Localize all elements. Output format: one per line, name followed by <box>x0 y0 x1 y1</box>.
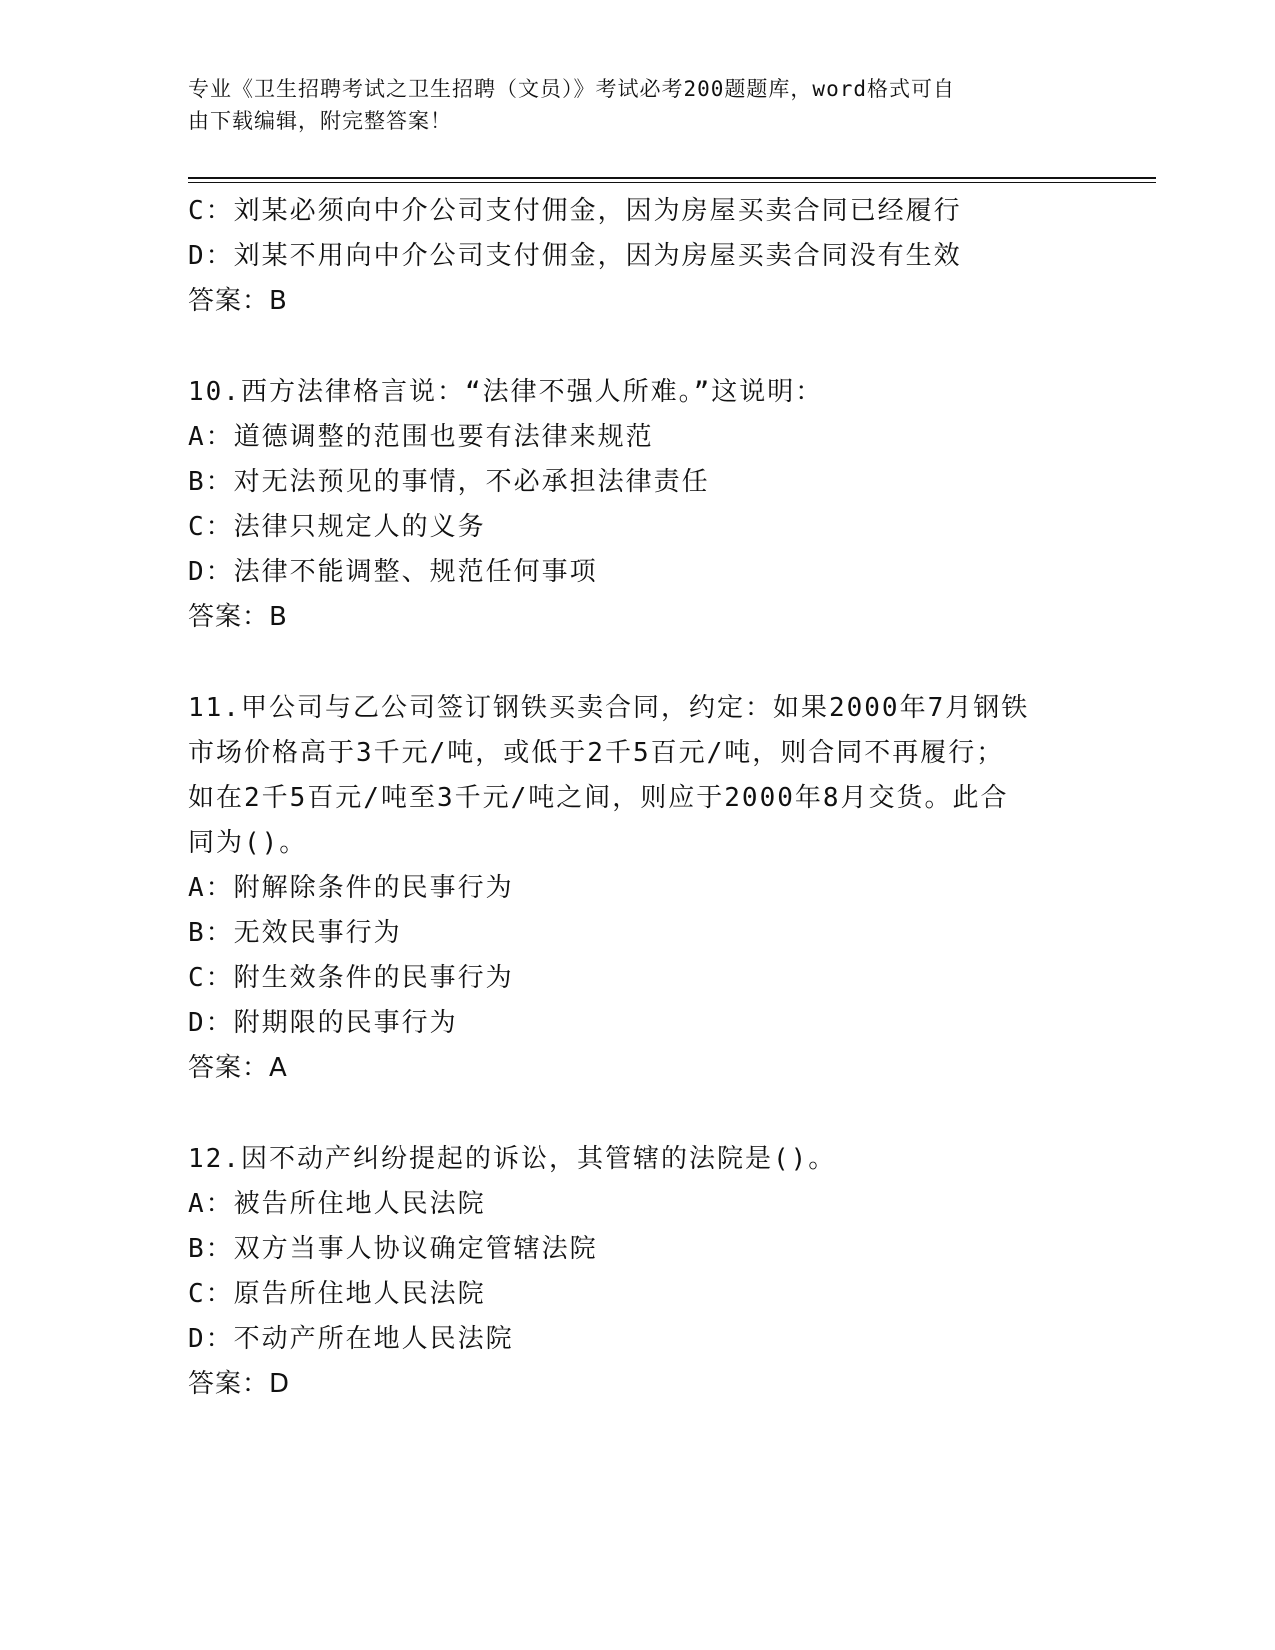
answer: 答案：B <box>188 602 288 632</box>
option-d: D：不动产所在地人民法院 <box>188 1324 514 1354</box>
question-stem-line-1: 11.甲公司与乙公司签订钢铁买卖合同，约定：如果2000年7月钢铁 <box>188 693 1030 723</box>
option-c: C：刘某必须向中介公司支付佣金，因为房屋买卖合同已经履行 <box>188 196 962 226</box>
question-11 <box>188 686 1088 1091</box>
option-b: B：对无法预见的事情，不必承担法律责任 <box>188 467 710 497</box>
option-a: A：道德调整的范围也要有法律来规范 <box>188 422 654 452</box>
question-9-tail <box>188 189 1088 324</box>
answer: 答案：D <box>188 1369 291 1399</box>
spacer <box>188 640 1088 686</box>
question-stem-line-3: 如在2千5百元/吨至3千元/吨之间，则应于2000年8月交货。此合 <box>188 783 1009 813</box>
option-d: D：刘某不用向中介公司支付佣金，因为房屋买卖合同没有生效 <box>188 241 962 271</box>
option-b: B：双方当事人协议确定管辖法院 <box>188 1234 598 1264</box>
question-stem: 10.西方法律格言说：“法律不强人所难。”这说明： <box>188 377 824 407</box>
option-c: C：法律只规定人的义务 <box>188 512 486 542</box>
header-line-1: 专业《卫生招聘考试之卫生招聘（文员）》考试必考200题题库，word格式可自 <box>188 77 955 101</box>
option-d: D：法律不能调整、规范任何事项 <box>188 557 598 587</box>
question-12 <box>188 1137 1088 1407</box>
option-c: C：附生效条件的民事行为 <box>188 963 514 993</box>
question-list <box>188 189 1088 1407</box>
answer: 答案：B <box>188 286 288 316</box>
question-stem-line-4: 同为()。 <box>188 828 308 858</box>
question-stem: 12.因不动产纠纷提起的诉讼，其管辖的法院是()。 <box>188 1144 837 1174</box>
answer: 答案：A <box>188 1053 288 1083</box>
header-rule-thick <box>188 177 1156 179</box>
option-c: C：原告所住地人民法院 <box>188 1279 486 1309</box>
spacer <box>188 1091 1088 1137</box>
spacer <box>188 324 1088 370</box>
option-a: A：附解除条件的民事行为 <box>188 873 514 903</box>
question-stem-line-2: 市场价格高于3千元/吨，或低于2千5百元/吨，则合同不再履行； <box>188 738 1005 768</box>
document-header <box>188 73 1068 137</box>
header-line-2: 由下载编辑，附完整答案！ <box>188 109 452 133</box>
question-10 <box>188 370 1088 640</box>
option-b: B：无效民事行为 <box>188 918 402 948</box>
header-rule-thin <box>188 182 1156 183</box>
option-d: D：附期限的民事行为 <box>188 1008 458 1038</box>
option-a: A：被告所住地人民法院 <box>188 1189 486 1219</box>
